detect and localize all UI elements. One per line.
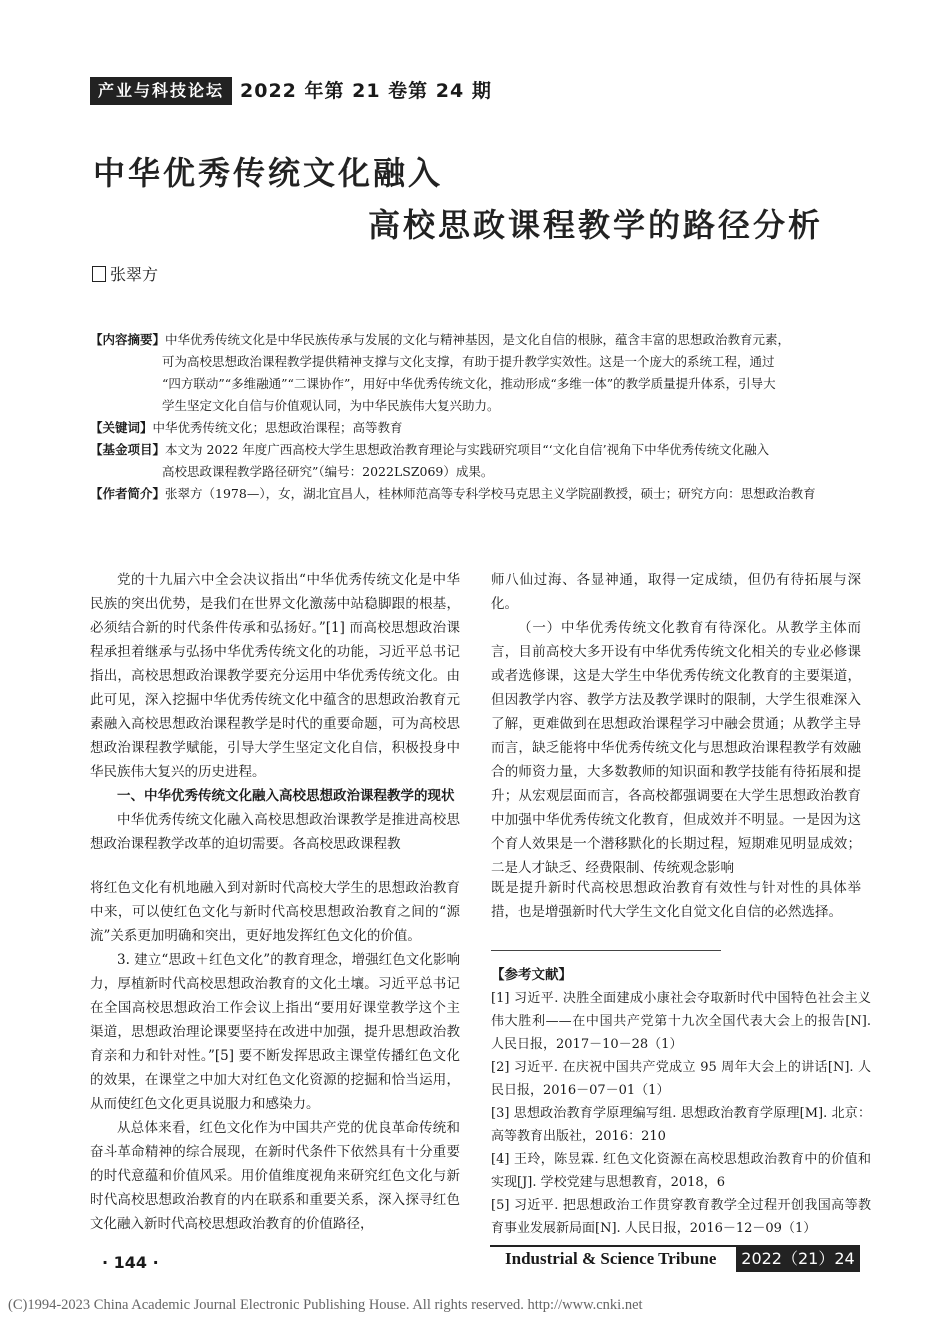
paragraph: 中华优秀传统文化融入高校思想政治课教学是推进高校思想政治课程教学改革的迫切需要。各高校思政课程教 (90, 812, 460, 852)
author-name: 张翠方 (110, 265, 159, 284)
paragraph: 既是提升新时代高校思想政治教育有效性与针对性的具体举措，也是增强新时代大学生文化自觉文化自信的必然选择。 (491, 880, 861, 920)
copyright-line: (C)1994-2023 China Academic Journal Electronic Publishing House. All rights reserved. http://www.cnki.net (8, 1297, 643, 1313)
page-number: · 144 · (102, 1253, 159, 1272)
title-line-2: 高校思政课程教学的路径分析 (368, 206, 824, 244)
fund-line: 本文为 2022 年度广西高校大学生思想政治教育理论与实践研究项目“‘文化自信’视角下中华优秀传统文化融入 (165, 442, 770, 457)
journal-english-name: Industrial & Science Tribune (505, 1249, 717, 1268)
references-list (491, 987, 871, 1240)
author (92, 262, 158, 285)
fund-label: 【基金项目】 (90, 442, 166, 457)
journal-tag: 产业与科技论坛 (90, 77, 232, 105)
bottom-right-column (491, 876, 861, 924)
reference-item: [2] 习近平. 在庆祝中国共产党成立 95 周年大会上的讲话[N]. 人民日报，2016－07－01（1） (491, 1060, 871, 1098)
author-box-icon (92, 266, 106, 282)
abstract (90, 329, 870, 505)
section-heading: 一、中华优秀传统文化融入高校思想政治课程教学的现状 (117, 788, 455, 804)
issue-box: 2022（21）24 (736, 1246, 860, 1272)
reference-item: [3] 思想政治教育学原理编写组. 思想政治教育学原理[M]. 北京：高等教育出版社，2016：210 (491, 1106, 871, 1144)
bottom-left-column (90, 876, 460, 1236)
paragraph: 将红色文化有机地融入到对新时代高校大学生的思想政治教育中来，可以使红色文化与新时代高校思想政治教育之间的“源流”关系更加明确和突出，更好地发挥红色文化的价值。 (90, 880, 460, 944)
author-bio: 张翠方（1978—），女，湖北宜昌人，桂林师范高等专科学校马克思主义学院副教授，硕士；研究方向：思想政治教育 (165, 486, 816, 501)
paragraph: 从总体来看，红色文化作为中国共产党的优良革命传统和奋斗革命精神的综合展现，在新时代条件下依然具有十分重要的时代意蕴和价值风采。用价值维度视角来研究红色文化与新时代高校思想政治教育的内在联系和重要关系，深入探寻红色文化融入新时代高校思想政治教育的价值路径， (90, 1120, 460, 1232)
abstract-line: 学生坚定文化自信与价值观认同，为中华民族伟大复兴助力。 (162, 398, 500, 413)
reference-item: [1] 习近平. 决胜全面建成小康社会夺取新时代中国特色社会主义伟大胜利——在中国共产党第十九次全国代表大会上的报告[N]. 人民日报，2017－10－28（1） (491, 991, 871, 1052)
keywords-label: 【关键词】 (90, 420, 153, 435)
title-line-1: 中华优秀传统文化融入 (93, 154, 444, 192)
abstract-line: “四方联动”“多维融通”“二课协作”，用好中华优秀传统文化，推动形成“多维一体”的教学质量提升体系，引导大 (162, 376, 776, 391)
abstract-line: 中华优秀传统文化是中华民族传承与发展的文化与精神基因，是文化自信的根脉，蕴含丰富的思想政治教育元素， (165, 332, 791, 347)
paragraph: 党的十九届六中全会决议指出“中华优秀传统文化是中华民族的突出优势，是我们在世界文化激荡中站稳脚跟的根基，必须结合新的时代条件传承和弘扬好。”[1] 而高校思想政治课程承担着继承与弘扬中华优秀传统文化的功能，习近平总书记指出，高校思想政治课教学要充分运用中华优秀传统文化。由此可见，深入挖掘中华优秀传统文化中蕴含的思想政治教育元素融入高校思想政治课程教学是时代的重要命题，可为高校思想政治课程教学赋能，引导大学生坚定文化自信，积极投身中华民族伟大复兴的历史进程。 (90, 572, 460, 780)
issue-info: 2022 年第 21 卷第 24 期 (240, 80, 492, 102)
paragraph: 3. 建立“思政＋红色文化”的教育理念，增强红色文化影响力，厚植新时代高校思想政治教育的文化土壤。习近平总书记在全国高校思想政治工作会议上指出“要用好课堂教学这个主渠道，思想政治理论课要坚持在改进中加强，提升思想政治教育亲和力和针对性。”[5] 要不断发挥思政主课堂传播红色文化的效果，在课堂之中加大对红色文化资源的挖掘和恰当运用，从而使红色文化更具说服力和感染力。 (90, 952, 460, 1112)
keywords: 中华优秀传统文化；思想政治课程；高等教育 (152, 420, 403, 435)
paragraph: （一）中华优秀传统文化教育有待深化。从教学主体而言，目前高校大多开设有中华优秀传统文化相关的专业必修课或者选修课，这是大学生中华优秀传统文化教育的主要渠道，但因教学内容、教学方法及教学课时的限制，大学生很难深入了解，更难做到在思想政治课程学习中融会贯通；从教学主导而言，缺乏能将中华优秀传统文化与思想政治课程教学有效融合的师资力量，大多数教师的知识面和教学技能有待拓展和提升；从宏观层面而言，各高校都强调要在大学生思想政治教育中加强中华优秀传统文化教育，但成效并不明显。一是因为这个育人效果是一个潜移默化的长期过程，短期难见明显成效；二是人才缺乏、经费限制、传统观念影响 (491, 620, 861, 876)
top-left-column (90, 568, 460, 856)
reference-item: [5] 习近平. 把思想政治工作贯穿教育教学全过程开创我国高等教育事业发展新局面[N]. 人民日报，2016－12－09（1） (491, 1198, 871, 1236)
bio-label: 【作者简介】 (90, 486, 166, 501)
paragraph: 师八仙过海、各显神通，取得一定成绩，但仍有待拓展与深化。 (491, 572, 861, 612)
references-heading: 【参考文献】 (491, 967, 572, 983)
top-right-column (491, 568, 861, 880)
reference-item: [4] 王玲，陈昱霖. 红色文化资源在高校思想政治教育中的价值和实现[J]. 学校党建与思想教育，2018，6 (491, 1152, 871, 1190)
abstract-label: 【内容摘要】 (90, 332, 166, 347)
fund-line: 高校思政课程教学路径研究”（编号：2022LSZ069）成果。 (162, 464, 494, 479)
references-divider (491, 950, 721, 951)
abstract-line: 可为高校思想政治课程教学提供精神支撑与文化支撑，有助于提升教学实效性。这是一个庞大的系统工程，通过 (162, 354, 775, 369)
